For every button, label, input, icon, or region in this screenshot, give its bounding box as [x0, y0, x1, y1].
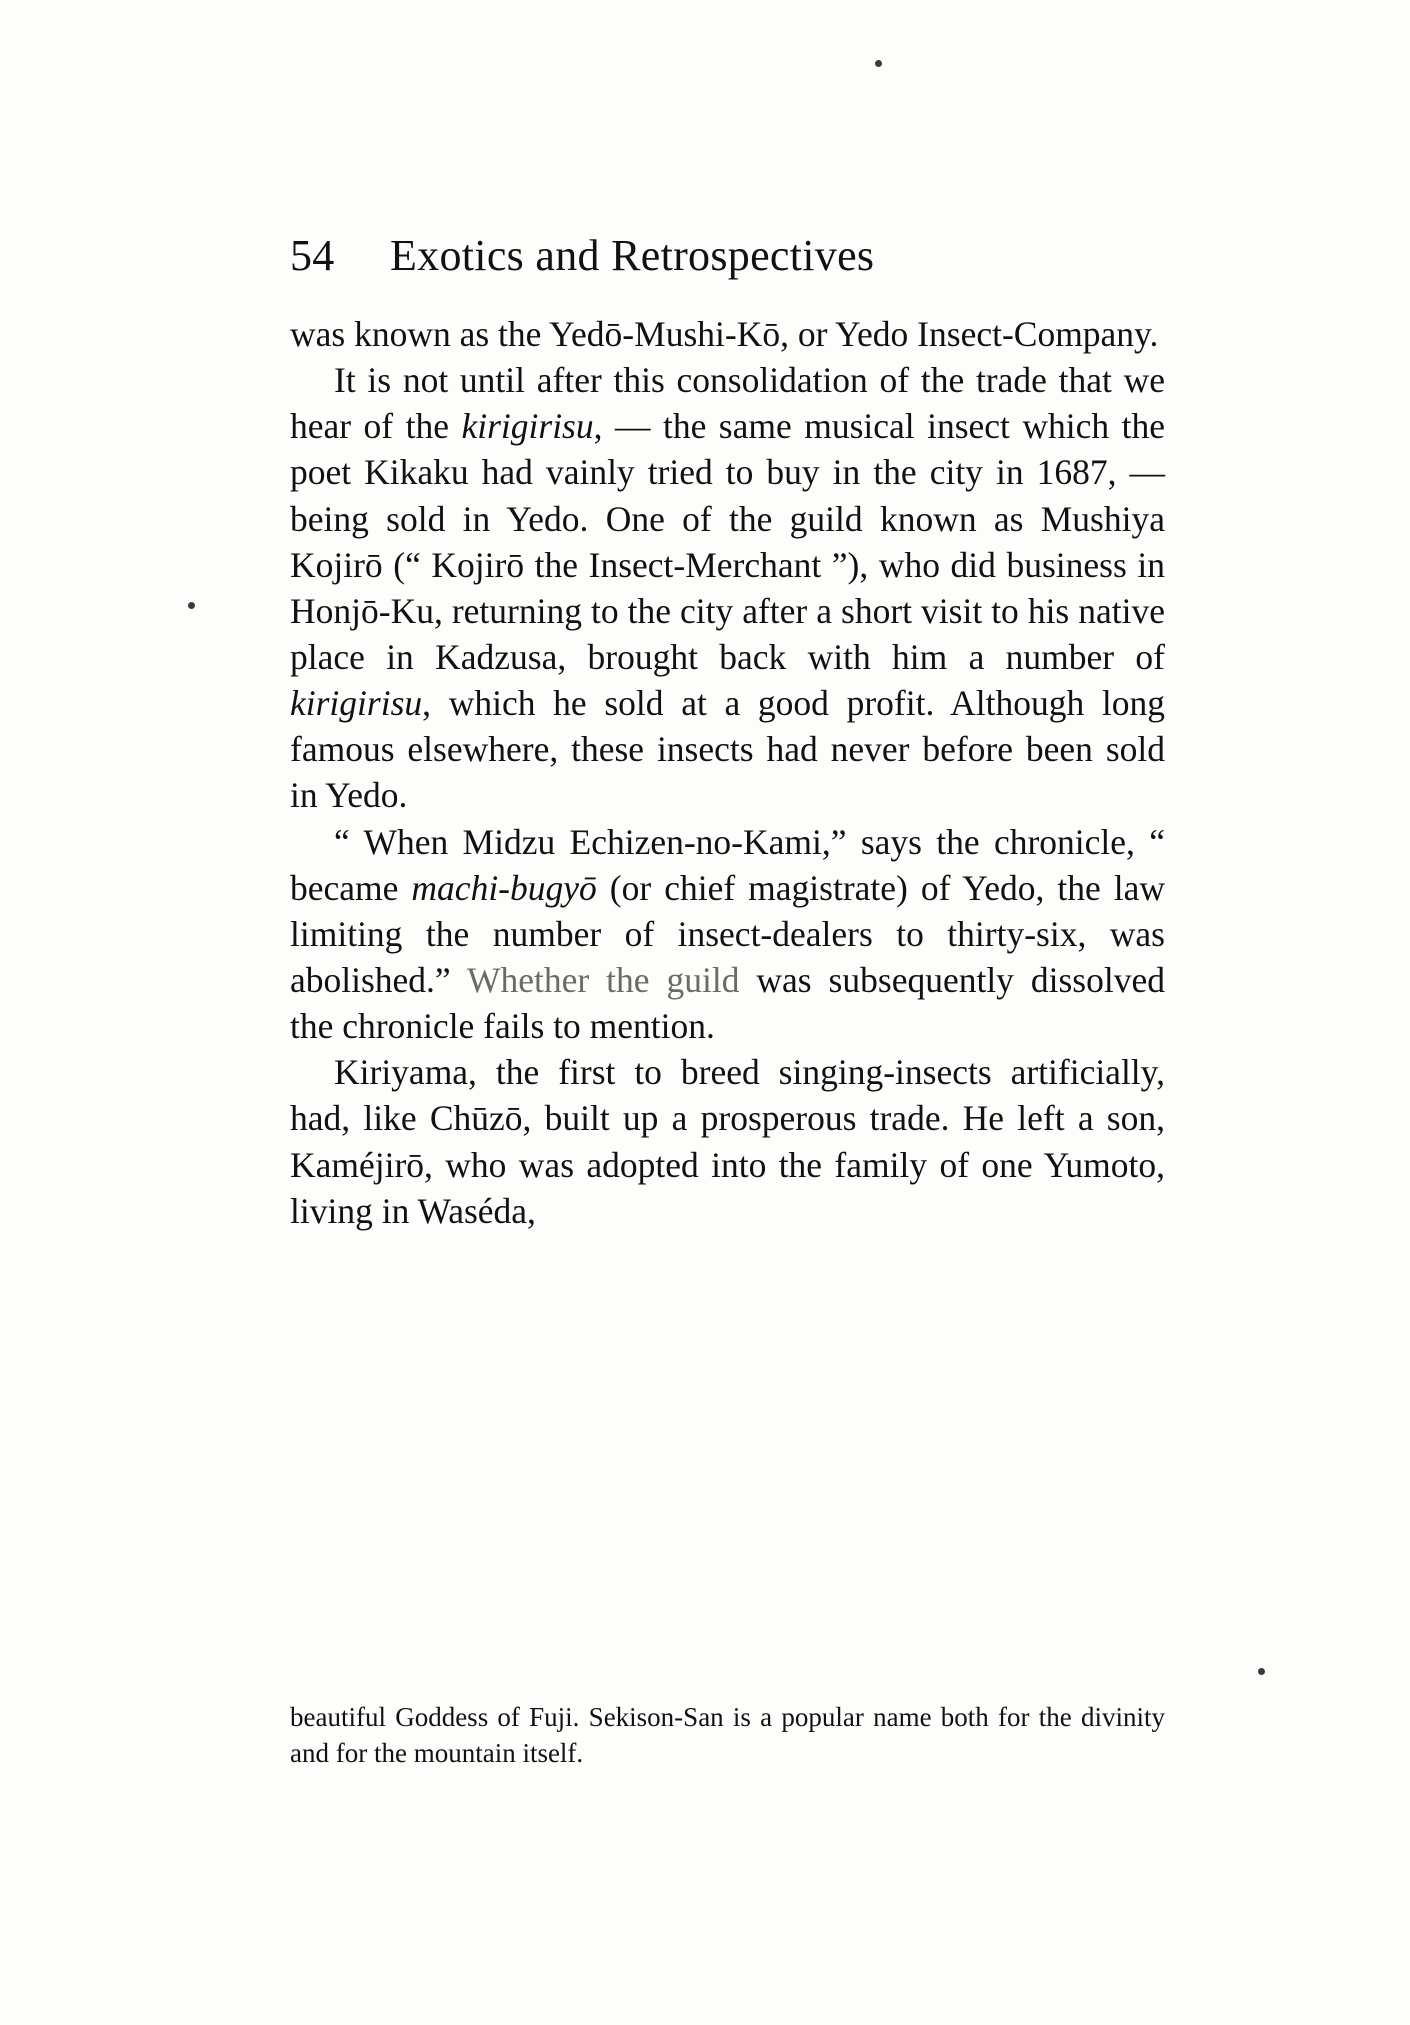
text-run: was known as the Yedō-Mushi-Kō, or Yedo Insect-Company.	[290, 314, 1159, 354]
running-head: Exotics and Retrospectives	[390, 231, 875, 280]
paragraph	[290, 311, 1165, 357]
text-run: , which he sold at a good profit. Although long famous elsewhere, these insects had never before been sold in Yedo.	[290, 683, 1165, 816]
page-speckle	[1258, 1668, 1265, 1675]
body-text	[290, 311, 1165, 1234]
page-content	[290, 230, 1165, 1234]
faded-text: Whether the guild	[467, 959, 740, 1000]
page-speckle	[875, 60, 882, 67]
text-run: Kiriyama, the first to breed singing-insects artificially, had, like Chūzō, built up a prosperous trade. He left a son, Kaméjirō, who was adopted into the family of one Yumoto, living in Waséda,	[290, 1052, 1165, 1231]
footnote	[290, 1700, 1165, 1771]
footnote-text: beautiful Goddess of Fuji. Sekison-San is a popular name both for the divinity and for the mountain itself.	[290, 1702, 1165, 1768]
italic-term: machi-bugyō	[411, 867, 597, 908]
paragraph	[290, 819, 1165, 1050]
text-run: “ When Midzu Echizen-no-Kami,” says the chronicle, “ became	[290, 821, 1165, 908]
italic-term: kirigirisu	[461, 406, 594, 447]
paragraph	[290, 357, 1165, 818]
paragraph	[290, 1049, 1165, 1234]
page-speckle	[188, 602, 195, 609]
page-number: 54	[290, 231, 335, 280]
text-run: (or chief magistrate) of Yedo, the law limiting the number of insect-dealers to thirty-six, was abolished.”	[290, 867, 1166, 1000]
italic-term: kirigirisu	[290, 683, 423, 724]
text-run: It is not until after this consolidation of the trade that we hear of the	[290, 360, 1165, 447]
text-run: was subsequently dissolved the chronicle fails to mention.	[290, 959, 1165, 1047]
text-run: , — the same musical insect which the poet Kikaku had vainly tried to buy in the city in 1687, — being sold in Yedo. One of the guild known as Mushiya Kojirō (“ Kojirō the Insect-Merchant ”), who did business in Honjō-Ku, returning to the city after a short visit to his native place in Kadzusa, brought back with him a number of	[290, 406, 1165, 677]
page-header	[290, 230, 1165, 281]
